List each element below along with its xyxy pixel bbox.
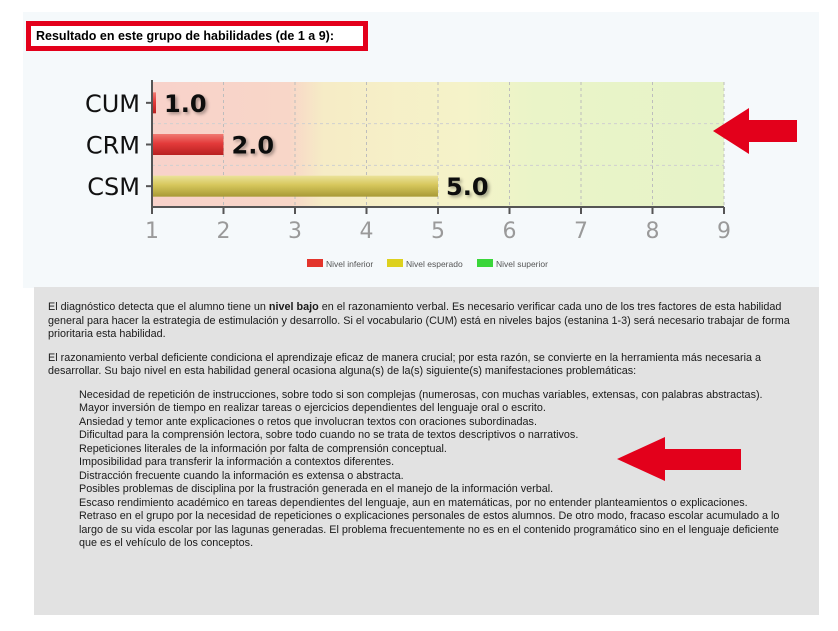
bar-crm <box>152 134 224 155</box>
x-tick-label: 4 <box>359 219 374 244</box>
red-arrow-list-icon <box>617 437 741 481</box>
bar-csm <box>152 176 438 197</box>
legend-label: Nivel esperado <box>406 259 463 269</box>
category-label-crm: CRM <box>85 131 140 160</box>
legend-swatch <box>387 259 403 267</box>
low-level-emphasis: nivel bajo <box>268 301 319 313</box>
paragraph-1-text-start: El diagnóstico detecta que el alumno tiene un <box>48 301 269 313</box>
x-tick-label: 3 <box>288 219 302 244</box>
section-title: Resultado en este grupo de habilidades (de 1 a 9): <box>26 21 368 51</box>
red-arrow-chart-icon <box>713 108 797 154</box>
list-item: Mayor inversión de tiempo en realizar tareas o ejercicios dependientes del lenguaje oral o escrito. <box>79 402 546 414</box>
x-tick-label: 1 <box>145 219 159 244</box>
list-item: Retraso en el grupo por la necesidad de repeticiones o explicaciones personales de estos alumnos. De otro modo, fracaso escolar acumulado a lo largo de su vida escolar por las lagunas generadas. El problema frecuentemente no es en el contenido programático sino en el lenguaje deficiente que es el vehículo de los conceptos. <box>79 510 780 549</box>
legend-swatch <box>307 259 323 267</box>
legend-label: Nivel superior <box>496 259 548 269</box>
list-item: Posibles problemas de disciplina por la frustración generada en el manejo de la información verbal. <box>79 483 554 495</box>
x-tick-label: 5 <box>431 219 445 244</box>
list-item: Ansiedad y temor ante explicaciones o retos que involucran textos con oraciones subordinadas. <box>79 415 537 428</box>
legend-swatch <box>477 259 493 267</box>
x-tick-label: 8 <box>645 219 660 244</box>
value-label-crm: 2.0 <box>231 131 275 160</box>
x-tick-label: 7 <box>574 219 588 244</box>
category-label-cum: CUM <box>84 89 140 118</box>
legend <box>307 259 548 269</box>
value-label-csm: 5.0 <box>446 173 489 202</box>
diagnosis-paragraph-1 <box>48 301 806 342</box>
value-label-cum: 1.0 <box>164 89 207 118</box>
category-label-csm: CSM <box>87 173 140 202</box>
y-axis-labels <box>85 90 152 201</box>
x-tick-label: 6 <box>502 219 517 244</box>
list-item: Escaso rendimiento académico en tareas dependientes del lenguaje, aun en matemáticas, por no entender planteamientos o explicaciones. <box>79 496 748 509</box>
list-item: Distracción frecuente cuando la información es extensa o abstracta. <box>79 469 404 482</box>
list-item: Imposibilidad para transferir la información a contextos diferentes. <box>79 456 395 468</box>
paragraph-1-text-end: en el razonamiento verbal. Es necesario verificar cada uno de los tres factores de esta habilidad general para hacer la estrategia de estimulación y desarrollo. Si el vocabulario (CUM) está en niveles bajos (estanina 1-3) será necesario trabajar de forma prioritaria esta habilidad. <box>48 301 790 340</box>
x-tick-label: 2 <box>216 219 231 244</box>
x-tick-label: 9 <box>717 219 731 244</box>
x-axis-ticks <box>145 207 731 244</box>
list-item: Repeticiones literales de la información por falta de comprensión conceptual. <box>79 442 447 455</box>
list-item: Necesidad de repetición de instrucciones, sobre todo si son complejas (numerosas, con muchas variables, extensas, con palabras abstractas). <box>79 388 763 401</box>
diagnosis-paragraph-2: El razonamiento verbal deficiente condiciona el aprendizaje eficaz de manera crucial; por esta razón, se convierte en la herramienta más necesaria a desarrollar. Su bajo nivel en esta habilidad general ocasiona alguna(s) de la(s) siguiente(s) manifestaciones problemáticas: <box>48 351 761 377</box>
legend-label: Nivel inferior <box>326 259 374 269</box>
list-item: Dificultad para la comprensión lectora, sobre todo cuando no se trata de textos descriptivos o narrativos. <box>79 429 579 441</box>
